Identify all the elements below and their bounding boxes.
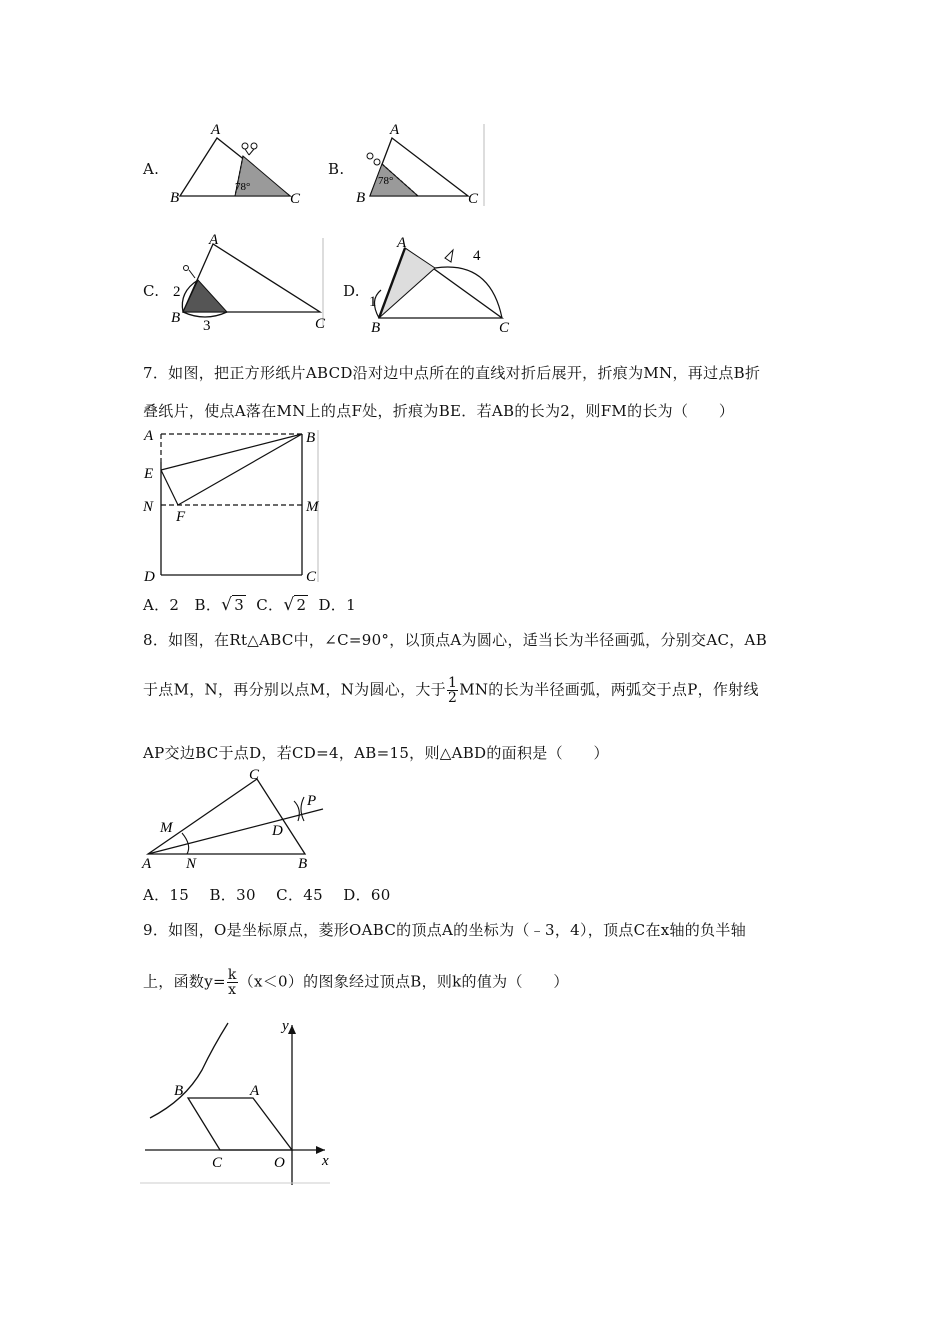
label-c: C: [306, 569, 317, 585]
sqrt-icon: √: [283, 595, 295, 615]
side-label: 4: [473, 248, 481, 264]
q7-option-c-key: C．: [256, 596, 284, 614]
angle-label: 78°: [378, 175, 394, 187]
q8-line3: AP交边BC于点D，若CD=4，AB=15，则△ABD的面积是（ ）: [143, 744, 609, 762]
side-label: 1: [369, 294, 377, 310]
vertex-c: C: [315, 316, 326, 332]
option-a-figure: [165, 118, 315, 213]
option-c-key: C.: [143, 282, 160, 300]
q7-option-d: D．1: [318, 596, 356, 614]
q7-option-b-radicand: 3: [234, 596, 245, 614]
q8-line2: 于点M，N，再分别以点M，N为圆心，大于 $\frac{1}{2}$ MN的长为半径画弧，两弧交于点P，作射线: [143, 675, 759, 706]
axis-label-x: x: [322, 1153, 329, 1169]
axis-label-y: y: [282, 1018, 289, 1034]
q7-line2: 叠纸片，使点A落在MN上的点F处，折痕为BE．若AB的长为2，则FM的长为（ ）: [143, 402, 735, 420]
vertex-c: C: [468, 191, 479, 207]
q9-line1: 9．如图，O是坐标原点，菱形OABC的顶点A的坐标为（﹣3，4），顶点C在x轴的负半轴: [143, 921, 747, 939]
fraction-k-over-x: $\frac{k}{x}$: [227, 967, 237, 998]
fraction-half: $\frac{1}{2}$: [447, 675, 458, 706]
option-a-key: A.: [143, 160, 160, 178]
vertex-b: B: [170, 190, 180, 206]
vertex-c: C: [499, 320, 510, 335]
vertex-a: A: [209, 232, 219, 248]
q8-options: A．15 B．30 C．45 D．60: [143, 886, 391, 904]
label-d: D: [272, 823, 283, 839]
option-c-figure: [165, 230, 335, 335]
label-d: D: [144, 569, 155, 585]
option-b-figure: [350, 118, 490, 213]
vertex-c: C: [290, 191, 301, 207]
vertex-b: B: [371, 320, 381, 335]
label-m: M: [160, 820, 173, 836]
label-o: O: [274, 1155, 285, 1171]
label-a: A: [250, 1083, 260, 1099]
label-p: P: [307, 793, 317, 809]
label-n: N: [143, 499, 154, 515]
side-label: 2: [173, 284, 181, 300]
q8-triangle-figure: [140, 765, 340, 875]
label-b: B: [306, 430, 316, 446]
option-d-figure: [365, 230, 530, 335]
q7-option-b-key: B．: [194, 596, 222, 614]
q7-option-c-radicand: 2: [296, 596, 307, 614]
q7-line1: 7．如图，把正方形纸片ABCD沿对边中点所在的直线对折后展开，折痕为MN，再过点B折: [143, 364, 761, 382]
q7-options: [143, 594, 356, 615]
label-e: E: [144, 466, 154, 482]
label-m: M: [306, 499, 319, 515]
q9-rhombus-figure: [140, 1015, 340, 1190]
option-b-key: B.: [328, 160, 345, 178]
q7-square-figure: [140, 422, 325, 587]
label-f: F: [176, 509, 186, 525]
label-c: C: [212, 1155, 223, 1171]
side-label: 3: [203, 318, 211, 334]
vertex-b: B: [356, 190, 366, 206]
label-b: B: [298, 856, 308, 872]
q8-line1: 8．如图，在Rt△ABC中，∠C=90°，以顶点A为圆心，适当长为半径画弧，分别交AC，AB: [143, 631, 768, 649]
label-b: B: [174, 1083, 184, 1099]
vertex-b: B: [171, 310, 181, 326]
angle-label: 78°: [235, 181, 251, 193]
label-n: N: [186, 856, 197, 872]
label-c: C: [249, 767, 260, 783]
label-a: A: [144, 428, 154, 444]
q9-line2: 上，函数y= $\frac{k}{x}$ （x＜0）的图象经过顶点B，则k的值为（ ）: [143, 967, 569, 998]
vertex-a: A: [397, 235, 407, 251]
vertex-a: A: [390, 122, 400, 138]
vertex-a: A: [211, 122, 221, 138]
option-d-key: D.: [343, 282, 360, 300]
q7-option-a: A．2: [143, 596, 180, 614]
sqrt-icon: √: [221, 595, 233, 615]
label-a: A: [142, 856, 152, 872]
